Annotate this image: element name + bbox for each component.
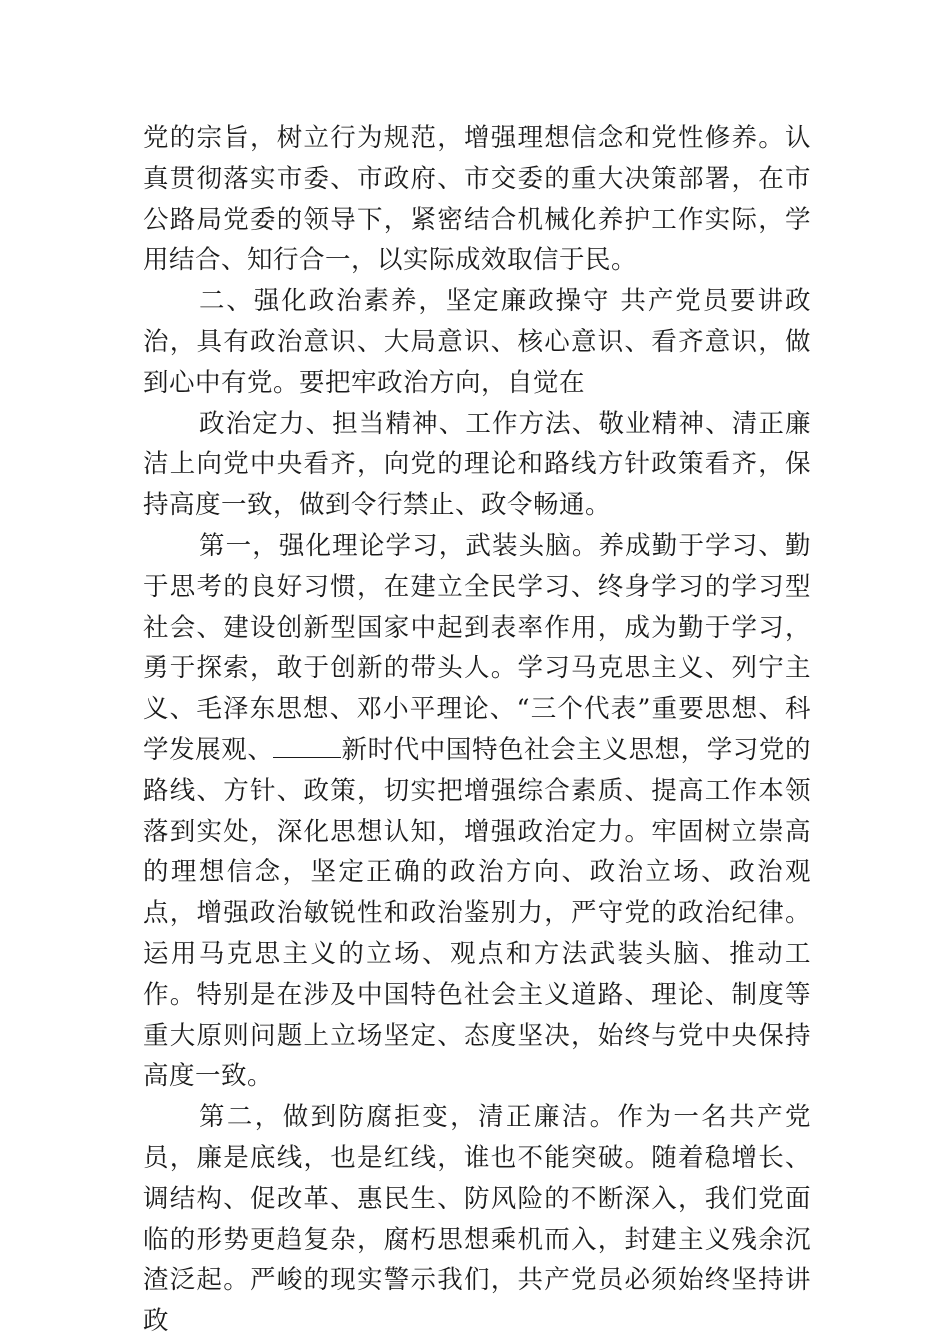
paragraph-theory-study-part2: 新时代中国特色社会主义思想，学习党的路线、方针、政策，切实把增强综合素质、提高工作本领落到实处，深化思想认知，增强政治定力。牢固树立崇高的理想信念，坚定正确的政治方向、政治立场、政治观点，增强政治敏锐性和政治鉴别力，严守党的政治纪律。运用马克思主义的立场、观点和方法武装头脑、推动工作。特别是在涉及中国特色社会主义道路、理论、制度等重大原则问题上立场坚定、态度坚决，始终与党中央保持高度一致。 [143, 734, 811, 1092]
paragraph-theory-study-part1: 第一，强化理论学习，武装头脑。养成勤于学习、勤于思考的良好习惯，在建立全民学习、终身学习的学习型社会、建设创新型国家中起到表率作用，成为勤于学习，勇于探索，敢于创新的带头人。学习马克思主义、列宁主义、毛泽东思想、邓小平理论、“三个代表”重要思想、科学发展观、 [143, 530, 811, 765]
paragraph-align-with-center: 政治定力、担当精神、工作方法、敬业精神、清正廉洁上向党中央看齐，向党的理论和路线方针政策看齐，保持高度一致，做到令行禁止、政令畅通。 [143, 408, 811, 521]
fill-blank-line [273, 735, 341, 758]
paragraph-theory-study [143, 526, 811, 1097]
paragraph-anti-corruption: 第二，做到防腐拒变，清正廉洁。作为一名共产党员，廉是底线，也是红线，谁也不能突破。随着稳增长、调结构、促改革、惠民生、防风险的不断深入，我们党面临的形势更趋复杂，腐朽思想乘机而入，封建主义残余沉渣泛起。严峻的现实警示我们，共产党员必须始终坚持讲政 [143, 1102, 811, 1337]
document-body [143, 118, 811, 1342]
paragraph-political-literacy: 二、强化政治素养，坚定廉政操守 共产党员要讲政治，具有政治意识、大局意识、核心意识、看齐意识，做到心中有党。要把牢政治方向，自觉在 [143, 286, 811, 398]
paragraph-party-purpose: 党的宗旨，树立行为规范，增强理想信念和党性修养。认真贯彻落实市委、市政府、市交委的重大决策部署，在市公路局党委的领导下，紧密结合机械化养护工作实际，学用结合、知行合一，以实际成效取信于民。 [143, 123, 811, 276]
